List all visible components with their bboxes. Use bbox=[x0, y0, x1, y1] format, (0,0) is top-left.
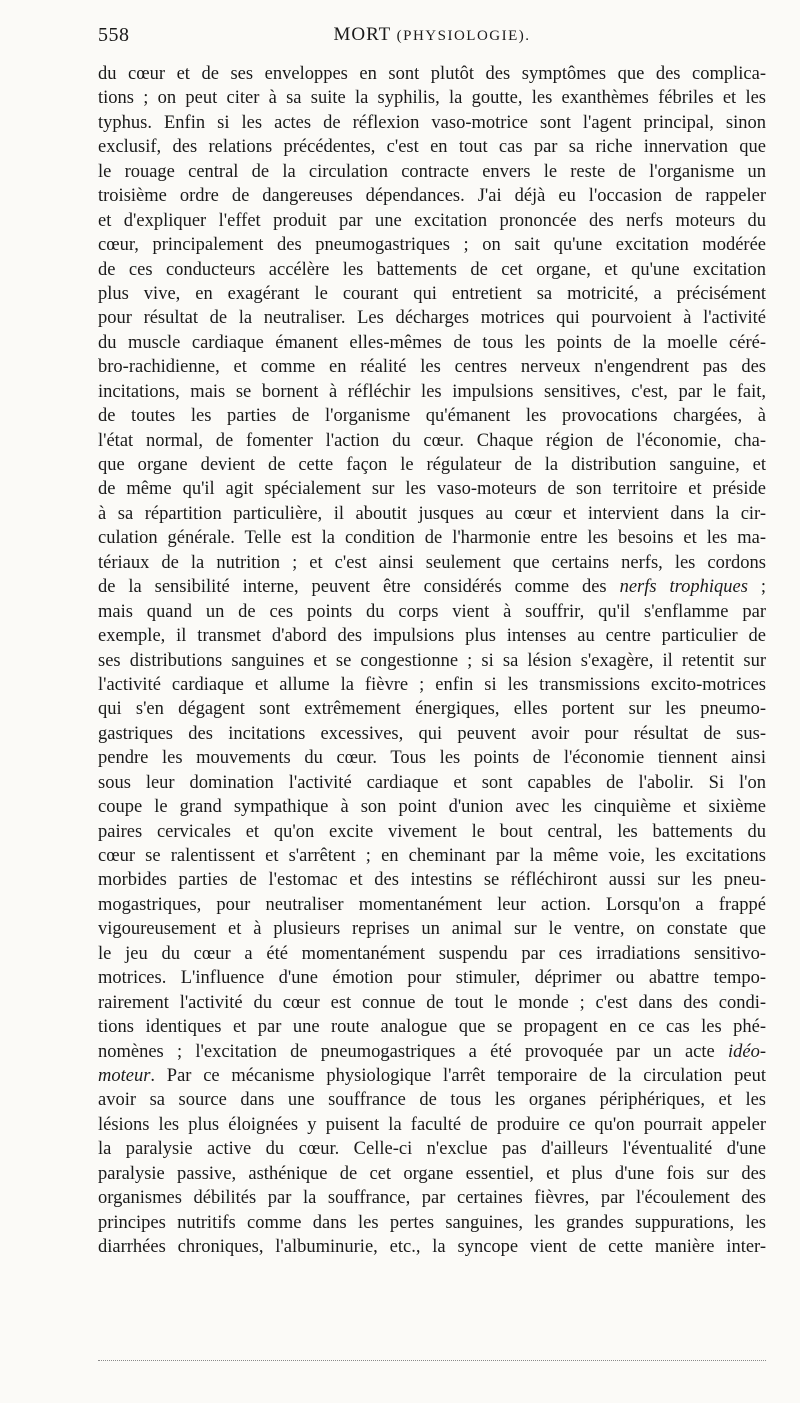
text-line: bro-rachidienne, et comme en réalité les centres nerveux n'engendrent pas des bbox=[98, 357, 766, 378]
text-line: le jeu du cœur a été momentanément suspendu par ces irradiations sensitivo- bbox=[98, 943, 766, 964]
text-line: nomènes ; l'excitation de pneumogastriques a été provoquée par un acte idéo- bbox=[98, 1041, 766, 1062]
text-line: l'état normal, de fomenter l'action du cœur. Chaque région de l'économie, cha- bbox=[98, 430, 766, 451]
text-line: culation générale. Telle est la condition de l'harmonie entre les besoins et les ma- bbox=[98, 528, 766, 549]
text-line: de ces conducteurs accélère les battements de cet organe, et qu'une excitation bbox=[98, 259, 766, 280]
text-line: de la sensibilité interne, peuvent être considérés comme des nerfs trophiques ; bbox=[98, 577, 766, 598]
text-line: mais quand un de ces points du corps vient à souffrir, qu'il s'enflamme par bbox=[98, 601, 766, 622]
text-line: l'activité cardiaque et allume la fièvre ; enfin si les transmissions excito-motrices bbox=[98, 674, 766, 695]
text-line: pour résultat de la neutraliser. Les décharges motrices qui pourvoient à l'activité bbox=[98, 308, 766, 329]
text-line: rairement l'activité du cœur est connue de tout le monde ; c'est dans des condi- bbox=[98, 992, 766, 1013]
text-line: incitations, mais se bornent à réfléchir les impulsions sensitives, c'est, par le fait, bbox=[98, 381, 766, 402]
text-line: typhus. Enfin si les actes de réflexion vaso-motrice sont l'agent principal, sinon bbox=[98, 112, 766, 133]
text-line: plus vive, en exagérant le courant qui entretient sa motricité, a précisément bbox=[98, 283, 766, 304]
text-line: moteur. Par ce mécanisme physiologique l'arrêt temporaire de la circulation peut bbox=[98, 1065, 766, 1086]
text-line: mogastriques, pour neutraliser momentanément leur action. Lorsqu'on a frappé bbox=[98, 894, 766, 915]
running-title-subtitle: (PHYSIOLOGIE). bbox=[396, 28, 531, 44]
text-line: de toutes les parties de l'organisme qu'émanent les provocations chargées, à bbox=[98, 406, 766, 427]
text-line: troisième ordre de dangereuses dépendances. J'ai déjà eu l'occasion de rappeler bbox=[98, 186, 766, 207]
text-line: principes nutritifs comme dans les pertes sanguines, les grandes suppurations, les bbox=[98, 1212, 766, 1233]
text-line: motrices. L'influence d'une émotion pour stimuler, déprimer ou abattre tempo- bbox=[98, 968, 766, 989]
text-line: tériaux de la nutrition ; et c'est ainsi seulement que certains nerfs, les cordons bbox=[98, 552, 766, 573]
text-line: coupe le grand sympathique à son point d'union avec les cinquième et sixième bbox=[98, 797, 766, 818]
text-line: avoir sa source dans une souffrance de tous les organes périphériques, et les bbox=[98, 1090, 766, 1111]
text-line: cœur se ralentissent et s'arrêtent ; en cheminant par la même voie, les excitations bbox=[98, 846, 766, 866]
text-line: paralysie passive, asthénique de cet organe essentiel, et plus d'une fois sur des bbox=[98, 1163, 766, 1184]
text-line: sous leur domination l'activité cardiaque et sont capables de l'abolir. Si l'on bbox=[98, 772, 766, 793]
text-line: de même qu'il agit spécialement sur les vaso-moteurs de son territoire et préside bbox=[98, 479, 766, 500]
text-line: exclusif, des relations précédentes, c'est en tout cas par sa riche innervation que bbox=[98, 137, 766, 158]
text-line: ses distributions sanguines et se congestionne ; si sa lésion s'exagère, il retentit sur bbox=[98, 650, 766, 671]
text-line: organismes débilités par la souffrance, par certaines fièvres, par l'écoulement des bbox=[98, 1188, 766, 1209]
text-line: tions ; on peut citer à sa suite la syphilis, la goutte, les exanthèmes fébriles et les bbox=[98, 88, 766, 109]
text-line: tions identiques et par une route analogue que se propagent en ce cas les phé- bbox=[98, 1017, 766, 1038]
text-line: et d'expliquer l'effet produit par une excitation prononcée des nerfs moteurs du bbox=[98, 210, 766, 231]
text-line: gastriques des incitations excessives, qui peuvent avoir pour résultat de sus- bbox=[98, 723, 766, 744]
page-header bbox=[98, 24, 766, 54]
text-line: diarrhées chroniques, l'albuminurie, etc., la syncope vient de cette manière inter- bbox=[98, 1237, 766, 1257]
footer-rule bbox=[98, 1360, 766, 1361]
text-line: cœur, principalement des pneumogastriques ; on sait qu'une excitation modérée bbox=[98, 235, 766, 256]
text-line: du cœur et de ses enveloppes en sont plutôt des symptômes que des complica- bbox=[98, 64, 766, 84]
text-line: le rouage central de la circulation contracte envers le reste de l'organisme un bbox=[98, 161, 766, 182]
text-line: exemple, il transmet d'abord des impulsions plus intenses au centre particulier de bbox=[98, 626, 766, 647]
page-number: 558 bbox=[98, 24, 130, 46]
text-line: à sa répartition particulière, il aboutit jusques au cœur et intervient dans la cir- bbox=[98, 503, 766, 524]
text-line: lésions les plus éloignées y puisent la faculté de produire ce qu'on pourrait appeler bbox=[98, 1114, 766, 1135]
text-line: que organe devient de cette façon le régulateur de la distribution sanguine, et bbox=[98, 455, 766, 475]
body-text bbox=[98, 62, 766, 1259]
text-line: vigoureusement et à plusieurs reprises un animal sur le ventre, on constate que bbox=[98, 919, 766, 940]
text-line: paires cervicales et qu'on excite vivement le bout central, les battements du bbox=[98, 821, 766, 842]
text-line: pendre les mouvements du cœur. Tous les points de l'économie tiennent ainsi bbox=[98, 748, 766, 769]
running-title bbox=[98, 24, 766, 46]
running-title-main: MORT bbox=[333, 24, 391, 45]
text-line: du muscle cardiaque émanent elles-mêmes de tous les points de la moelle céré- bbox=[98, 332, 766, 353]
text-line: la paralysie active du cœur. Celle-ci n'exclue pas d'ailleurs l'éventualité d'une bbox=[98, 1139, 766, 1160]
text-line: qui s'en dégagent sont extrêmement énergiques, elles portent sur les pneumo- bbox=[98, 699, 766, 720]
text-line: morbides parties de l'estomac et des intestins se réfléchiront aussi sur les pneu- bbox=[98, 870, 766, 891]
